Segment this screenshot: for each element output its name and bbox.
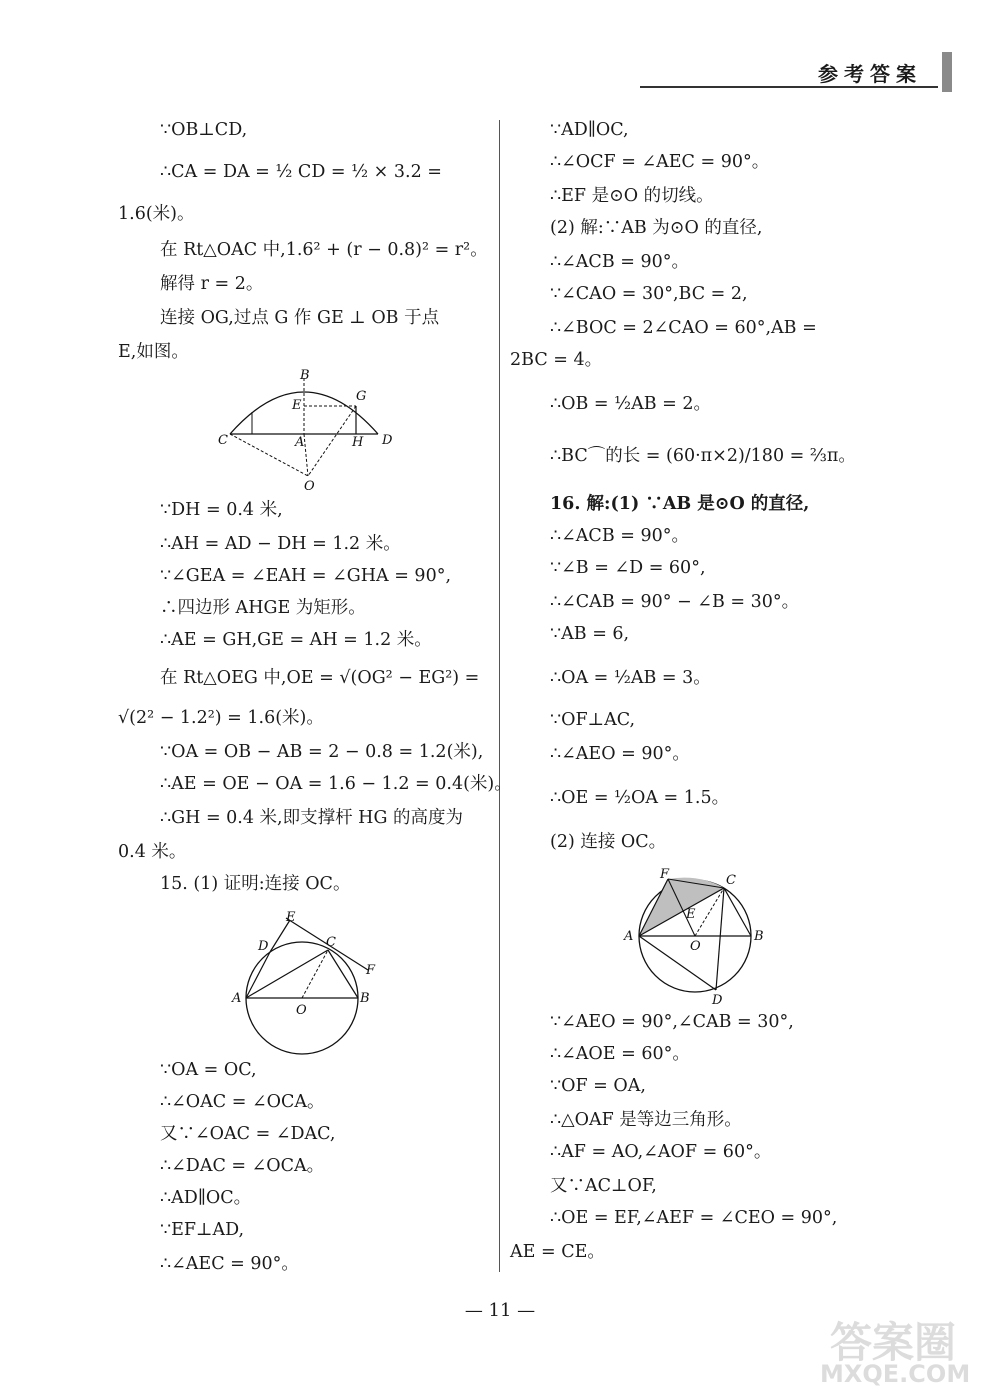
fig2-label: C (326, 935, 336, 950)
text-line: ∵AB = 6, (550, 624, 630, 644)
watermark-logo (820, 1310, 990, 1390)
text-line: ∴OB = ½AB = 2。 (550, 394, 712, 414)
text-line: ∵OF = OA, (550, 1076, 646, 1096)
fig2-label: O (296, 1003, 307, 1018)
text-line: 15. (1) 证明:连接 OC。 (160, 874, 351, 894)
text-line: ∴AH = AD − DH = 1.2 米。 (160, 534, 401, 554)
text-line: 0.4 米。 (118, 842, 187, 862)
fig2-label: E (286, 910, 296, 925)
text-line: 连接 OG,过点 G 作 GE ⊥ OB 于点 (160, 308, 440, 328)
text-line: ∴∠DAC = ∠OCA。 (160, 1156, 325, 1176)
text-line: ∴∠OCF = ∠AEC = 90°。 (550, 152, 770, 172)
text-line: ∵OA = OB − AB = 2 − 0.8 = 1.2(米), (160, 742, 484, 762)
text-line: ∴∠ACB = 90°。 (550, 252, 689, 272)
fig2-label: F (366, 963, 376, 978)
text-line: ∴∠AEO = 90°。 (550, 744, 690, 764)
fig3-label: A (624, 929, 634, 944)
text-line: ∴OE = ½OA = 1.5。 (550, 788, 730, 808)
fig2-label: B (360, 991, 370, 1006)
text-line: ∴BC⌒的长 = (60·π×2)/180 = ⅔π。 (550, 446, 856, 466)
fig1-label: B (300, 368, 310, 383)
text-line: ∴EF 是⊙O 的切线。 (550, 186, 714, 206)
text-line: ∵∠AEO = 90°,∠CAB = 30°, (550, 1012, 794, 1032)
text-line: 解得 r = 2。 (160, 274, 264, 294)
watermark-text: 答案圈 (830, 1318, 957, 1367)
fig1-label: A (295, 435, 305, 450)
text-line: 1.6(米)。 (118, 204, 195, 224)
header-title: 参考答案 (818, 62, 922, 86)
page-number: — 11 — (464, 1300, 536, 1321)
fig2-label: A (232, 991, 242, 1006)
text-line: ∴∠CAB = 90° − ∠B = 30°。 (550, 592, 800, 612)
text-line: ∵OF⊥AC, (550, 710, 636, 730)
text-line: ∴AE = GH,GE = AH = 1.2 米。 (160, 630, 432, 650)
text-line: ∴∠AOE = 60°。 (550, 1044, 690, 1064)
text-line: 又∵AC⊥OF, (550, 1176, 657, 1196)
fig3-label: F (660, 867, 670, 882)
text-line: ∵OB⊥CD, (160, 120, 248, 140)
text-line: 在 Rt△OEG 中,OE = √(OG² − EG²) = (160, 668, 480, 688)
figure-tangent-circle (228, 906, 388, 1056)
fig1-label: G (356, 389, 367, 404)
header-tab (942, 52, 952, 92)
fig3-label: B (754, 929, 764, 944)
text-line: AE = CE。 (510, 1242, 605, 1262)
figure-arch (212, 368, 402, 494)
text-line: ∴OE = EF,∠AEF = ∠CEO = 90°, (550, 1208, 838, 1228)
text-line: 16. 解:(1) ∵AB 是⊙O 的直径, (550, 494, 810, 514)
text-line: ∴AF = AO,∠AOF = 60°。 (550, 1142, 772, 1162)
text-line: ∴∠BOC = 2∠CAO = 60°,AB = (550, 318, 817, 338)
fig3-label: C (726, 873, 736, 888)
header-rule (640, 86, 938, 88)
text-line: 又∵∠OAC = ∠DAC, (160, 1124, 336, 1144)
text-line: ∴∠ACB = 90°。 (550, 526, 689, 546)
text-line: ∴GH = 0.4 米,即支撑杆 HG 的高度为 (160, 808, 463, 828)
text-line: ∴∠AEC = 90°。 (160, 1254, 299, 1274)
fig3-label: D (712, 993, 723, 1006)
text-line: ∴OA = ½AB = 3。 (550, 668, 711, 688)
text-line: ∴AD∥OC。 (160, 1188, 252, 1208)
fig1-label: O (304, 479, 315, 494)
watermark-url: MXQE.COM (820, 1360, 971, 1388)
fig1-label: H (352, 435, 364, 450)
fig2-label: D (258, 939, 269, 954)
column-divider (499, 120, 500, 1272)
fig1-label: E (292, 398, 302, 413)
text-line: √(2² − 1.2²) = 1.6(米)。 (118, 708, 324, 728)
text-line: (2) 解:∵AB 为⊙O 的直径, (550, 218, 763, 238)
text-line: ∵DH = 0.4 米, (160, 500, 283, 520)
text-line: ∵EF⊥AD, (160, 1220, 245, 1240)
fig3-label: O (690, 939, 701, 954)
page-header (640, 52, 952, 92)
text-line: ∴四边形 AHGE 为矩形。 (160, 598, 366, 618)
text-line: ∴AE = OE − OA = 1.6 − 1.2 = 0.4(米)。 (160, 774, 512, 794)
figure-circle-shaded (620, 866, 770, 1006)
text-line: ∵OA = OC, (160, 1060, 257, 1080)
fig1-label: D (382, 433, 393, 448)
text-line: ∵∠GEA = ∠EAH = ∠GHA = 90°, (160, 566, 452, 586)
fig1-label: C (218, 433, 228, 448)
fig3-label: E (686, 907, 696, 922)
text-line: ∴∠OAC = ∠OCA。 (160, 1092, 325, 1112)
text-line: ∴CA = DA = ½ CD = ½ × 3.2 = (160, 162, 442, 182)
text-line: ∴△OAF 是等边三角形。 (550, 1110, 742, 1130)
text-line: ∵AD∥OC, (550, 120, 629, 140)
text-line: ∵∠CAO = 30°,BC = 2, (550, 284, 748, 304)
text-line: ∵∠B = ∠D = 60°, (550, 558, 706, 578)
text-line: E,如图。 (118, 342, 189, 362)
text-line: 在 Rt△OAC 中,1.6² + (r − 0.8)² = r²。 (160, 240, 488, 260)
text-line: (2) 连接 OC。 (550, 832, 667, 852)
text-line: 2BC = 4。 (510, 350, 603, 370)
